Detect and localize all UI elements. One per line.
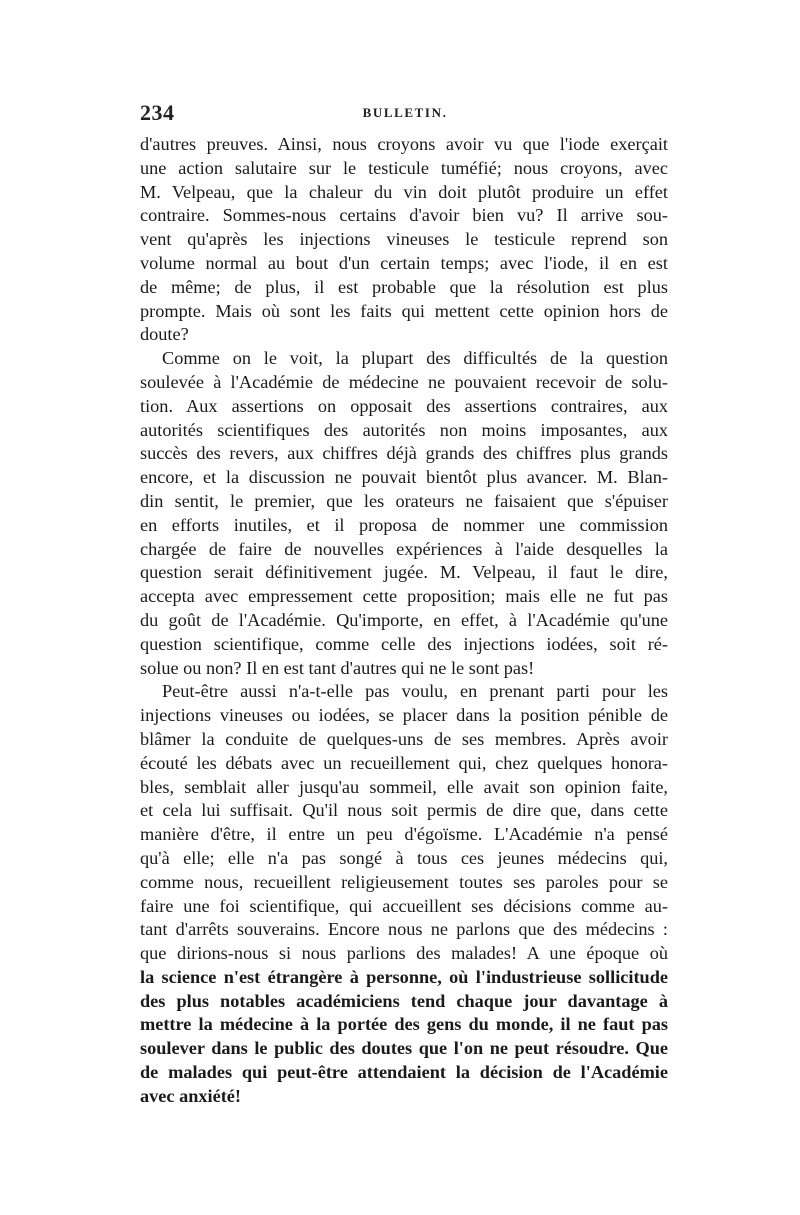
text-line: des plus notables académiciens tend chaque jour davantage à <box>140 990 668 1011</box>
text-line: avec anxiété! <box>140 1085 242 1106</box>
text-line: soulever dans le public des doutes que l'on ne peut résoudre. Que <box>140 1038 668 1059</box>
text-line: écouté les débats avec un recueillement qui, chez quelques honora- <box>140 752 668 773</box>
body-text <box>140 133 668 1109</box>
text-line: succès des revers, aux chiffres déjà grands des chiffres plus grands <box>140 443 668 464</box>
running-header <box>140 100 670 130</box>
text-line: solue ou non? Il en est tant d'autres qui ne le sont pas! <box>140 657 535 678</box>
text-line: mettre la médecine à la portée des gens du monde, il ne faut pas <box>140 1014 668 1035</box>
text-line: accepta avec empressement cette proposition; mais elle ne fut pas <box>140 586 668 607</box>
page-number: 234 <box>140 100 175 125</box>
text-line: prompte. Mais où sont les faits qui mettent cette opinion hors de <box>140 300 668 321</box>
text-line: tion. Aux assertions on opposait des assertions contraires, aux <box>140 395 668 416</box>
text-line: chargée de faire de nouvelles expériences à l'aide desquelles la <box>140 538 668 559</box>
text-line: M. Velpeau, que la chaleur du vin doit plutôt produire un effet <box>140 181 668 202</box>
text-line: du goût de l'Académie. Qu'importe, en effet, à l'Académie qu'une <box>140 609 668 630</box>
text-line: din sentit, le premier, que les orateurs ne faisaient que s'épuiser <box>140 490 668 511</box>
text-line: doute? <box>140 324 189 345</box>
text-line: vent qu'après les injections vineuses le testicule reprend son <box>140 229 668 250</box>
text-line: blâmer la conduite de quelques-uns de ses membres. Après avoir <box>140 728 668 749</box>
text-line: manière d'être, il entre un peu d'égoïsme. L'Académie n'a pensé <box>140 824 668 845</box>
text-line: que dirions-nous si nous parlions des malades! A une époque où <box>140 943 668 964</box>
text-line: contraire. Sommes-nous certains d'avoir bien vu? Il arrive sou- <box>140 205 668 226</box>
text-line: encore, et la discussion ne pouvait bientôt plus avancer. M. Blan- <box>140 467 668 488</box>
text-line: Comme on le voit, la plupart des difficultés de la question <box>162 348 668 369</box>
text-line: la science n'est étrangère à personne, où l'industrieuse sollicitude <box>140 966 668 987</box>
text-line: et cela lui suffisait. Qu'il nous soit permis de dire que, dans cette <box>140 800 668 821</box>
text-line: comme nous, recueillent religieusement toutes ses paroles pour se <box>140 871 668 892</box>
text-line: qu'à elle; elle n'a pas songé à tous ces jeunes médecins qui, <box>140 847 668 868</box>
text-line: de malades qui peut-être attendaient la décision de l'Académie <box>140 1062 668 1083</box>
text-line: de même; de plus, il est probable que la résolution est plus <box>140 276 668 297</box>
text-line: soulevée à l'Académie de médecine ne pouvaient recevoir de solu- <box>140 371 668 392</box>
text-line: Peut-être aussi n'a-t-elle pas voulu, en prenant parti pour les <box>162 681 668 702</box>
text-line: une action salutaire sur le testicule tuméfié; nous croyons, avec <box>140 157 668 178</box>
text-line: en efforts inutiles, et il proposa de nommer une commission <box>140 514 668 535</box>
text-line: volume normal au bout d'un certain temps; avec l'iode, il en est <box>140 252 668 273</box>
text-line: tant d'arrêts souverains. Encore nous ne parlons que des médecins : <box>140 919 668 940</box>
text-line: question serait définitivement jugée. M. Velpeau, il faut le dire, <box>140 562 668 583</box>
text-line: bles, semblait aller jusqu'au sommeil, elle avait son opinion faite, <box>140 776 668 797</box>
text-line: autorités scientifiques des autorités non moins imposantes, aux <box>140 419 668 440</box>
text-line: d'autres preuves. Ainsi, nous croyons avoir vu que l'iode exerçait <box>140 134 668 154</box>
text-line: faire une foi scientifique, qui accueillent ses décisions comme au- <box>140 895 668 916</box>
text-line: injections vineuses ou iodées, se placer dans la position pénible de <box>140 705 668 726</box>
running-title: BULLETIN. <box>362 105 448 120</box>
text-line: question scientifique, comme celle des injections iodées, soit ré- <box>140 633 668 654</box>
